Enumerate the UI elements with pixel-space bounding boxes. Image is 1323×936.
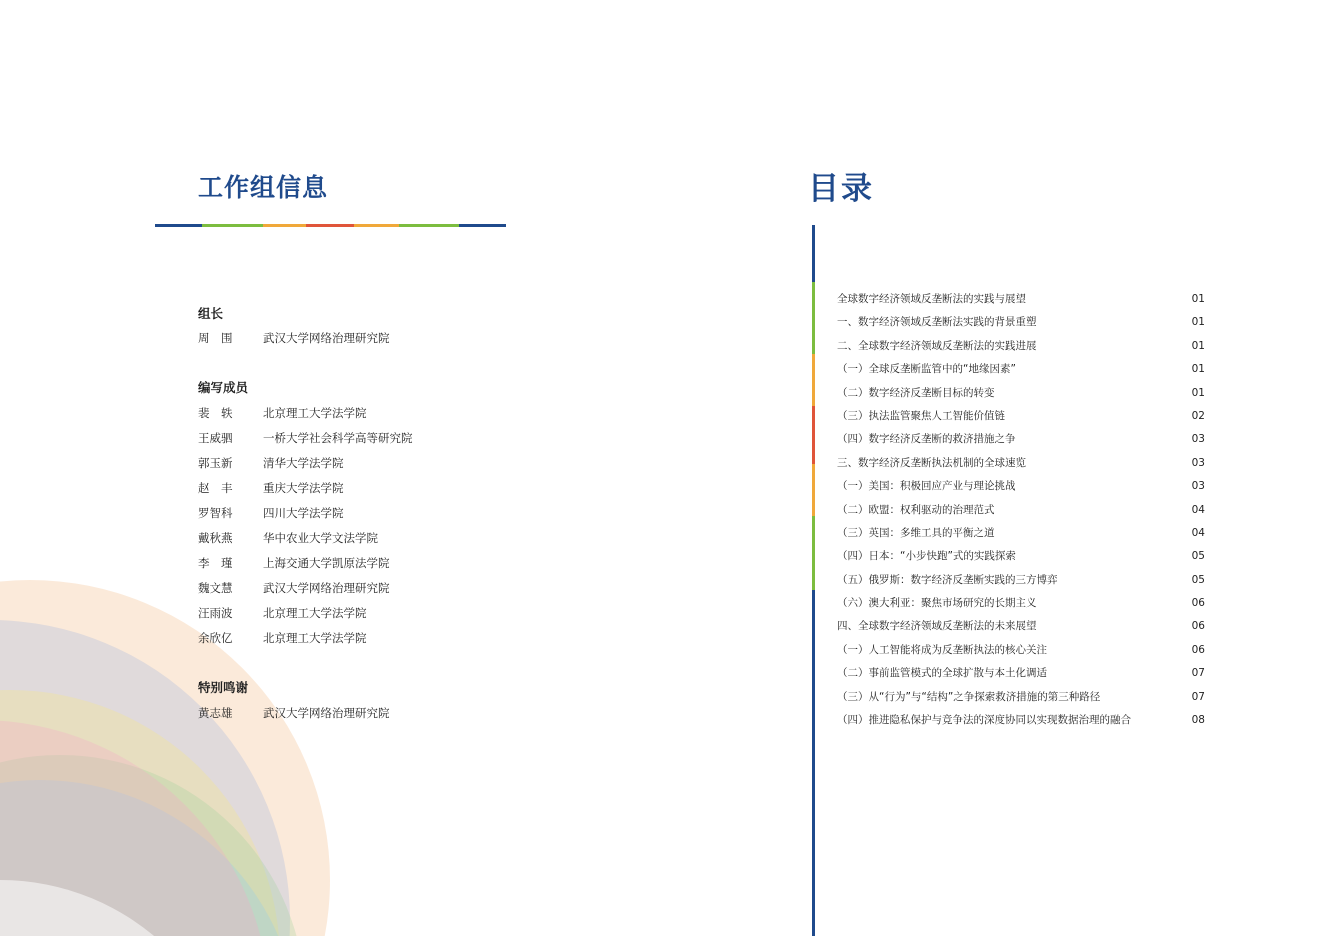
toc-list bbox=[837, 288, 1207, 732]
toc-item[interactable] bbox=[837, 475, 1207, 498]
toc-page-number: 07 bbox=[1191, 667, 1205, 680]
writers-heading: 编写成员 bbox=[198, 380, 249, 395]
toc-item[interactable] bbox=[837, 569, 1207, 592]
rule-segment-green bbox=[202, 224, 263, 227]
rule-segment-blue bbox=[155, 224, 202, 227]
toc-item-title: 一、数字经济领域反垄断法实践的背景重塑 bbox=[837, 316, 1037, 329]
member-row bbox=[198, 551, 390, 576]
toc-item-title: （四）数字经济反垄断的救济措施之争 bbox=[837, 433, 1016, 446]
member-name: 余欣亿 bbox=[198, 631, 233, 645]
leader-heading: 组长 bbox=[198, 306, 224, 321]
toc-item[interactable] bbox=[837, 358, 1207, 381]
toc-item[interactable] bbox=[837, 499, 1207, 522]
member-affiliation: 重庆大学法学院 bbox=[263, 481, 344, 495]
toc-item[interactable] bbox=[837, 662, 1207, 685]
toc-bar-green-segment bbox=[812, 282, 815, 354]
toc-bar-orange-segment bbox=[812, 354, 815, 406]
member-row bbox=[198, 576, 390, 601]
member-affiliation: 清华大学法学院 bbox=[263, 456, 344, 470]
toc-page-number: 04 bbox=[1191, 503, 1205, 516]
toc-item[interactable] bbox=[837, 311, 1207, 334]
toc-page-number: 02 bbox=[1191, 409, 1205, 422]
member-affiliation: 北京理工大学法学院 bbox=[263, 606, 367, 620]
toc-item[interactable] bbox=[837, 405, 1207, 428]
toc-title: 目录 bbox=[808, 171, 874, 207]
toc-page-number: 01 bbox=[1191, 316, 1205, 329]
rule-segment-red bbox=[306, 224, 354, 227]
toc-page-number: 08 bbox=[1191, 714, 1205, 727]
member-row bbox=[198, 501, 344, 526]
member-affiliation: 武汉大学网络治理研究院 bbox=[263, 706, 390, 720]
member-name: 戴秋燕 bbox=[198, 531, 233, 545]
toc-item-title: （四）推进隐私保护与竞争法的深度协同以实现数据治理的融合 bbox=[837, 714, 1131, 727]
member-affiliation: 北京理工大学法学院 bbox=[263, 406, 367, 420]
toc-page-number: 06 bbox=[1191, 597, 1205, 610]
toc-page-number: 01 bbox=[1191, 293, 1205, 305]
member-affiliation: 北京理工大学法学院 bbox=[263, 631, 367, 645]
member-row bbox=[198, 601, 367, 626]
member-row bbox=[198, 526, 378, 551]
member-affiliation: 上海交通大学凯原法学院 bbox=[263, 556, 390, 570]
toc-item-title: （二）事前监管模式的全球扩散与本土化调适 bbox=[837, 667, 1047, 680]
toc-item-title: （二）数字经济反垄断目标的转变 bbox=[837, 386, 995, 399]
member-affiliation: 武汉大学网络治理研究院 bbox=[263, 331, 390, 345]
member-row bbox=[198, 626, 367, 651]
writers-section bbox=[198, 379, 413, 651]
toc-item-title: （一）美国：积极回应产业与理论挑战 bbox=[837, 480, 1016, 493]
member-name: 王威驷 bbox=[198, 431, 233, 445]
toc-item[interactable] bbox=[837, 335, 1207, 358]
toc-item-title: 二、全球数字经济领域反垄断法的实践进展 bbox=[837, 339, 1037, 352]
toc-item-title: （二）欧盟：权利驱动的治理范式 bbox=[837, 503, 995, 516]
leader-section bbox=[198, 305, 390, 351]
member-affiliation: 四川大学法学院 bbox=[263, 506, 344, 520]
toc-item[interactable] bbox=[837, 452, 1207, 475]
toc-bar-red-segment bbox=[812, 406, 815, 464]
member-name: 黄志雄 bbox=[198, 706, 233, 720]
member-name: 赵 丰 bbox=[198, 481, 233, 495]
member-row bbox=[198, 426, 413, 451]
toc-item-title: （四）日本：“小步快跑”式的实践探索 bbox=[837, 550, 1016, 563]
member-affiliation: 华中农业大学文法学院 bbox=[263, 531, 378, 545]
member-row bbox=[198, 401, 367, 426]
toc-page-number: 03 bbox=[1191, 480, 1205, 493]
member-affiliation: 武汉大学网络治理研究院 bbox=[263, 581, 390, 595]
toc-item[interactable] bbox=[837, 545, 1207, 568]
thanks-section bbox=[198, 679, 390, 726]
toc-item-title: （三）英国：多维工具的平衡之道 bbox=[837, 526, 995, 539]
toc-item-title: 全球数字经济领域反垄断法的实践与展望 bbox=[837, 293, 1026, 305]
toc-item-title: （三）执法监管聚焦人工智能价值链 bbox=[837, 409, 1005, 422]
toc-item[interactable] bbox=[837, 615, 1207, 638]
member-row bbox=[198, 451, 344, 476]
rule-segment-orange bbox=[354, 224, 399, 227]
toc-page-number: 04 bbox=[1191, 526, 1205, 539]
rule-segment-orange bbox=[263, 224, 306, 227]
toc-page-number: 06 bbox=[1191, 620, 1205, 633]
toc-item[interactable] bbox=[837, 288, 1207, 311]
member-row bbox=[198, 476, 344, 501]
toc-item[interactable] bbox=[837, 382, 1207, 405]
toc-item[interactable] bbox=[837, 522, 1207, 545]
toc-page-number: 01 bbox=[1191, 386, 1205, 399]
member-row bbox=[198, 326, 390, 351]
toc-item[interactable] bbox=[837, 709, 1207, 732]
toc-item[interactable] bbox=[837, 639, 1207, 662]
member-name: 魏文慧 bbox=[198, 581, 233, 595]
thanks-heading: 特别鸣谢 bbox=[198, 680, 249, 695]
toc-item[interactable] bbox=[837, 592, 1207, 615]
member-row bbox=[198, 701, 390, 726]
toc-item[interactable] bbox=[837, 428, 1207, 451]
toc-page-number: 01 bbox=[1191, 363, 1205, 376]
toc-page-number: 06 bbox=[1191, 643, 1205, 656]
toc-page-number: 03 bbox=[1191, 456, 1205, 469]
toc-item-title: （五）俄罗斯：数字经济反垄断实践的三方博弈 bbox=[837, 573, 1058, 586]
toc-page-number: 07 bbox=[1191, 690, 1205, 703]
toc-item[interactable] bbox=[837, 686, 1207, 709]
toc-bar-orange-segment bbox=[812, 464, 815, 516]
member-name: 罗智科 bbox=[198, 506, 233, 520]
toc-item-title: 四、全球数字经济领域反垄断法的未来展望 bbox=[837, 620, 1037, 633]
toc-page-number: 01 bbox=[1191, 339, 1205, 352]
member-name: 郭玉新 bbox=[198, 456, 233, 470]
member-name: 裴 轶 bbox=[198, 406, 233, 420]
rule-segment-green bbox=[399, 224, 459, 227]
title-color-rule bbox=[155, 224, 506, 227]
toc-page-number: 05 bbox=[1191, 573, 1205, 586]
toc-page-number: 05 bbox=[1191, 550, 1205, 563]
rule-segment-blue bbox=[459, 224, 506, 227]
member-name: 李 瑾 bbox=[198, 556, 233, 570]
toc-item-title: 三、数字经济反垄断执法机制的全球速览 bbox=[837, 456, 1026, 469]
working-group-title: 工作组信息 bbox=[198, 173, 329, 202]
toc-item-title: （六）澳大利亚：聚焦市场研究的长期主义 bbox=[837, 597, 1037, 610]
toc-item-title: （一）人工智能将成为反垄断执法的核心关注 bbox=[837, 643, 1047, 656]
toc-item-title: （一）全球反垄断监管中的“地缘因素” bbox=[837, 363, 1016, 376]
toc-item-title: （三）从“行为”与“结构”之争探索救济措施的第三种路径 bbox=[837, 690, 1101, 703]
toc-page-number: 03 bbox=[1191, 433, 1205, 446]
member-name: 汪雨波 bbox=[198, 606, 233, 620]
toc-bar-green-segment bbox=[812, 516, 815, 590]
member-affiliation: 一桥大学社会科学高等研究院 bbox=[263, 431, 413, 445]
member-name: 周 围 bbox=[198, 331, 233, 345]
